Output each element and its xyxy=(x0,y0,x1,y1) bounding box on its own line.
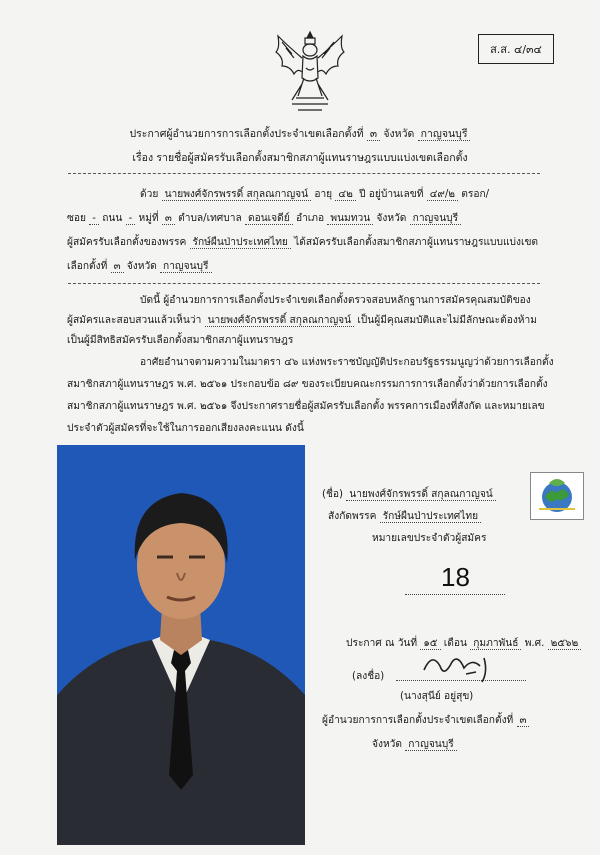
signer-province: กาญจนบุรี xyxy=(405,739,456,751)
candidate-number-label: หมายเลขประจำตัวผู้สมัคร xyxy=(372,533,487,544)
title-province-label: จังหวัด xyxy=(383,128,415,140)
candidate-name-row xyxy=(322,486,496,502)
province-field: กาญจนบุรี xyxy=(410,213,461,225)
para1-line3 xyxy=(67,234,538,252)
house-no-field: ๔๙/๒ xyxy=(427,189,458,201)
soi-field: - xyxy=(89,213,99,225)
signer-province-label: จังหวัด xyxy=(372,739,402,750)
title-province: กาญจนบุรี xyxy=(418,128,471,141)
para2-suffix: เป็นผู้มีคุณสมบัติและไม่มีลักษณะต้องห้าม xyxy=(357,315,537,326)
candidate-photo xyxy=(57,445,305,845)
name-label: (ชื่อ) xyxy=(322,489,343,500)
signer-name: (นางสุนีย์ อยู่สุข) xyxy=(400,691,474,702)
number-underline xyxy=(405,594,505,595)
signer-province-row xyxy=(372,736,457,752)
applicant-tail: ได้สมัครรับเลือกตั้งสมาชิกสภาผู้แทนราษฎรแบบแบ่งเขต xyxy=(294,237,539,248)
party-field: รักษ์ผืนป่าประเทศไทย xyxy=(190,237,291,249)
month-label: เดือน xyxy=(443,638,467,649)
para3-line3: สมาชิกสภาผู้แทนราษฎร พ.ศ. ๒๕๖๑ จึงประกาศรายชื่อผู้สมัครรับเลือกตั้ง พรรคการเมืองที่สังกัด และหมายเลข xyxy=(67,401,545,412)
form-code-box xyxy=(478,34,554,64)
signer-title-row xyxy=(322,712,529,728)
party-logo xyxy=(530,472,584,520)
para3-line1: อาศัยอำนาจตามความในมาตรา ๔๖ แห่งพระราชบัญญัติประกอบรัฐธรรมนูญว่าด้วยการเลือกตั้ง xyxy=(140,357,554,368)
para2-name: นายพงศ์จักรพรรดิ์ สกุลณกาญจน์ xyxy=(205,315,355,327)
province-label: จังหวัด xyxy=(376,213,407,224)
candidate-number: 18 xyxy=(441,562,470,592)
para1-line4 xyxy=(67,258,212,276)
district-field: ๓ xyxy=(111,261,124,273)
announcement-title xyxy=(0,125,600,142)
para2-line3: เป็นผู้มีสิทธิสมัครรับเลือกตั้งสมาชิกสภาผู้แทนราษฎร xyxy=(67,335,294,346)
signer-title: ผู้อำนวยการการเลือกตั้งประจำเขตเลือกตั้งที่ xyxy=(322,715,514,726)
age-field: ๔๒ xyxy=(335,189,355,201)
para3-line2: สมาชิกสภาผู้แทนราษฎร พ.ศ. ๒๕๖๑ ประกอบข้อ ๘๙ ของระเบียบคณะกรรมการการเลือกตั้งว่าด้วยการเลือกตั้ง xyxy=(67,379,548,390)
para2-line2 xyxy=(67,312,537,330)
tambon-field: ดอนเจดีย์ xyxy=(245,213,293,225)
date-label: ประกาศ ณ วันที่ xyxy=(346,638,418,649)
title-district-no: ๓ xyxy=(367,128,380,141)
title-prefix: ประกาศผู้อำนวยการการเลือกตั้งประจำเขตเลือกตั้งที่ xyxy=(129,128,364,140)
para1-line2 xyxy=(67,210,461,228)
candidate-name: นายพงศ์จักรพรรดิ์ สกุลณกาญจน์ xyxy=(346,489,496,501)
district-label: เลือกตั้งที่ xyxy=(67,261,108,272)
moo-field: ๓ xyxy=(162,213,175,225)
announcement-subject: เรื่อง รายชื่อผู้สมัครรับเลือกตั้งสมาชิกสภาผู้แทนราษฎรแบบแบ่งเขตเลือกตั้ง xyxy=(132,152,468,164)
soi-label: ซอย xyxy=(67,213,87,224)
year-label: พ.ศ. xyxy=(524,638,545,649)
sign-label: (ลงชื่อ) xyxy=(352,671,385,682)
date-year: ๒๕๖๒ xyxy=(548,638,582,650)
house-label: ปี อยู่บ้านเลขที่ xyxy=(359,189,424,200)
para3-line4: ประจำตัวผู้สมัครที่จะใช้ในการออกเสียงลงคะแนน ดังนี้ xyxy=(67,423,304,434)
candidate-name-field: นายพงศ์จักรพรรดิ์ สกุลณกาญจน์ xyxy=(162,189,312,201)
district-province-label: จังหวัด xyxy=(126,261,157,272)
form-code: ส.ส. ๔/๓๔ xyxy=(490,43,542,56)
garuda-emblem xyxy=(272,28,348,114)
candidate-party-row xyxy=(328,508,481,524)
date-day: ๑๕ xyxy=(420,638,440,650)
p1-label: ด้วย xyxy=(140,189,159,200)
signer-district: ๓ xyxy=(517,715,530,727)
signature-scribble xyxy=(418,648,508,688)
party-label: สังกัดพรรค xyxy=(328,511,377,522)
trok-label: ตรอก/ xyxy=(461,189,490,200)
para2-prefix: ผู้สมัครและสอบสวนแล้วเห็นว่า xyxy=(67,315,202,326)
age-label: อายุ xyxy=(314,189,333,200)
amphoe-field: พนมทวน xyxy=(327,213,373,225)
amphoe-label: อำเภอ xyxy=(295,213,325,224)
district-province-field: กาญจนบุรี xyxy=(160,261,211,273)
date-month: กุมภาพันธ์ xyxy=(470,638,521,650)
para1-divider xyxy=(68,283,540,284)
para2-line1: บัดนี้ ผู้อำนวยการการเลือกตั้งประจำเขตเลือกตั้งตรวจสอบหลักฐานการสมัครคุณสมบัติของ xyxy=(140,295,531,306)
header-divider xyxy=(68,173,540,174)
road-field: - xyxy=(126,213,136,225)
road-label: ถนน xyxy=(102,213,123,224)
candidate-party: รักษ์ผืนป่าประเทศไทย xyxy=(380,511,481,523)
para1-line1 xyxy=(140,186,489,204)
moo-label: หมู่ที่ xyxy=(138,213,159,224)
applicant-label: ผู้สมัครรับเลือกตั้งของพรรค xyxy=(67,237,187,248)
tambon-label: ตำบล/เทศบาล xyxy=(178,213,242,224)
